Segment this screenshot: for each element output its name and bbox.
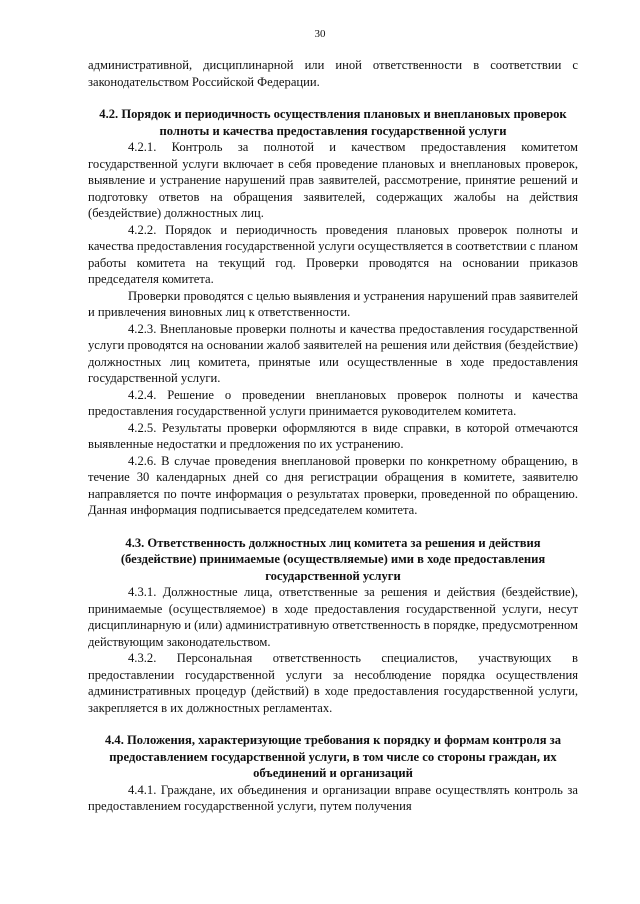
paragraph: 4.2.5. Результаты проверки оформляются в виде справки, в которой отмечаются выявленные недостатки и предложения по их устранению. [88, 420, 578, 451]
paragraph: 4.2.6. В случае проведения внеплановой проверки по конкретному обращению, в течение 30 календарных дней со дня регистрации обращения в комитете, заявителю направляется по почте информация о результатах проверки, проведенной по обращению. Данная информация подписывается председателем комитета. [88, 453, 578, 517]
section-4-4 [88, 732, 578, 815]
paragraph: 4.2.4. Решение о проведении внеплановых проверок полноты и качества предоставления государственной услуги принимается руководителем комитета. [88, 387, 578, 418]
page-number: 30 [314, 28, 326, 40]
paragraph: 4.3.2. Персональная ответственность специалистов, участвующих в предоставлении государственной услуги за несоблюдение порядка осуществления административных процедур (действий) в ходе предоставления государственной услуги, закрепляется в их должностных регламентах. [88, 651, 578, 715]
section-4-3 [88, 535, 578, 717]
intro-paragraph: административной, дисциплинарной или иной ответственности в соответствии с законодательством Российской Федерации. [88, 58, 578, 89]
paragraph: 4.2.1. Контроль за полнотой и качеством предоставления комитетом государственной услуги включает в себя проведение плановых и внеплановых проверок, выявление и устранение нарушений прав заявителей, рассмотрение, принятие решений и подготовку ответов на обращения заявителей, содержащих жалобы на действия (бездействие) должностных лиц. [88, 140, 578, 220]
paragraph: Проверки проводятся с целью выявления и устранения нарушений прав заявителей и привлечения виновных лиц к ответственности. [88, 288, 578, 319]
paragraph: 4.3.1. Должностные лица, ответственные за решения и действия (бездействие), принимаемые (осуществляемое) в ходе предоставления государственной услуги, несут дисциплинарную и (или) административную ответственность в порядке, предусмотренном действующим законодательством. [88, 585, 578, 649]
paragraph: 4.2.2. Порядок и периодичность проведения плановых проверок полноты и качества предоставления государственной услуги осуществляется в соответствии с планом работы комитета на текущий год. Проверки проводятся на основании приказов председателя комитета. [88, 222, 578, 286]
section-heading: 4.2. Порядок и периодичность осуществления плановых и внеплановых проверок полноты и качества предоставления государственной услуги [99, 107, 567, 138]
section-heading: 4.4. Положения, характеризующие требования к порядку и формам контроля за предоставлением государственной услуги, в том числе со стороны граждан, их объединений и организаций [104, 733, 562, 780]
section-4-2 [88, 106, 578, 519]
document-body [88, 57, 578, 815]
paragraph: 4.2.3. Внеплановые проверки полноты и качества предоставления государственной услуги проводятся на основании жалоб заявителей на решения или действия (бездействие) должностных лиц комитета, принятые или осуществленные в ходе предоставления государственной услуги. [88, 321, 578, 385]
paragraph: 4.4.1. Граждане, их объединения и организации вправе осуществлять контроль за предоставлением государственной услуги, путем получения [88, 782, 578, 813]
section-heading: 4.3. Ответственность должностных лиц комитета за решения и действия (бездействие) принимаемые (осуществляемые) ими в ходе предоставления государственной услуги [120, 535, 546, 583]
